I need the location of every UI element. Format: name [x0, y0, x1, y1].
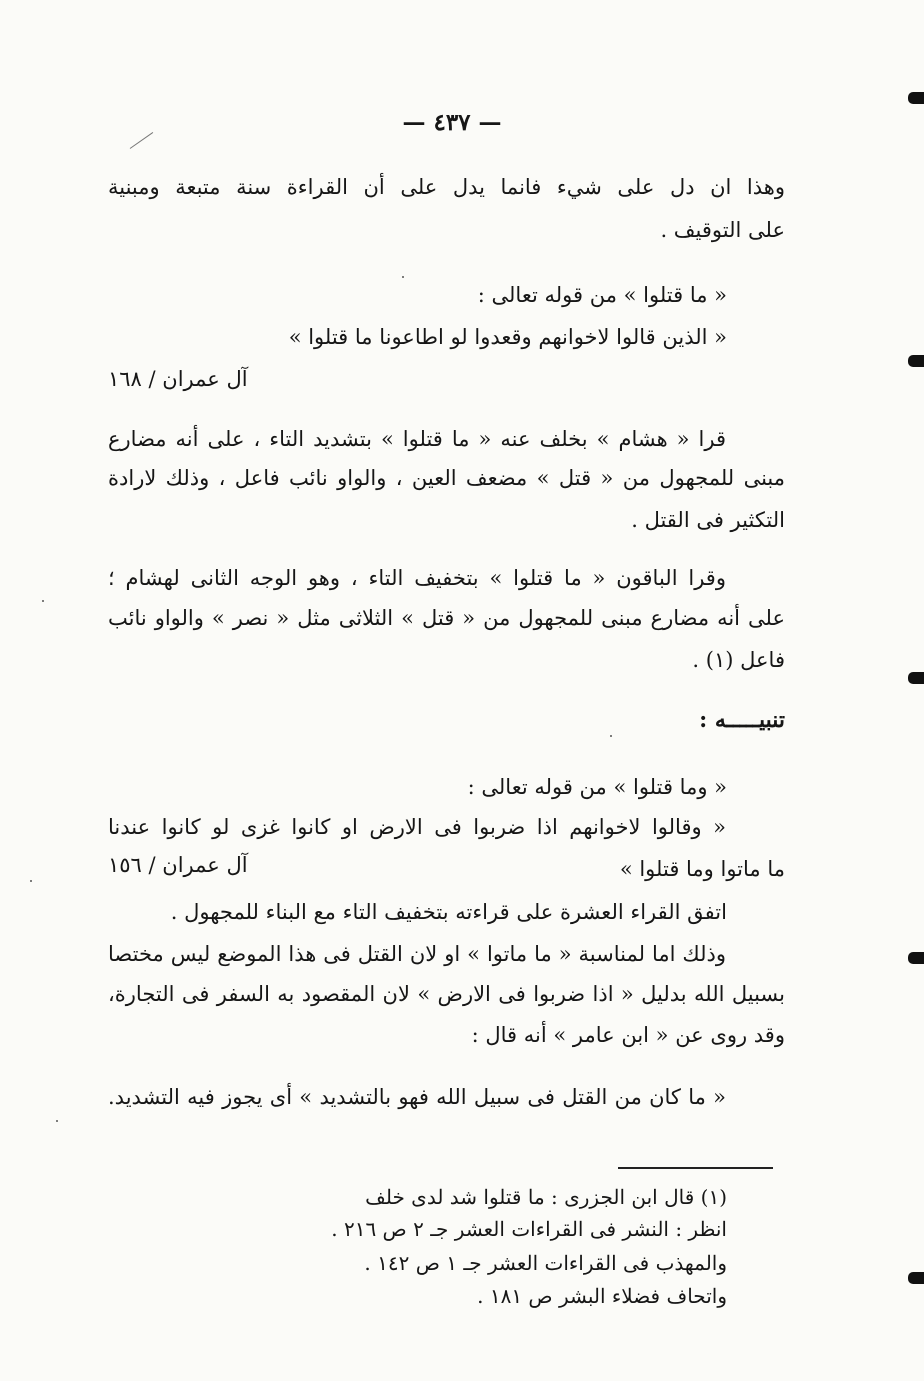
- footnote-line: (١) قال ابن الجزرى : ما قتلوا شد لدى خلف: [365, 1185, 727, 1209]
- binding-mark: [908, 672, 924, 684]
- scan-speck: [402, 276, 404, 278]
- binding-mark: [908, 355, 924, 367]
- paragraph-line: على التوقيف .: [660, 218, 785, 242]
- binding-mark: [908, 952, 924, 964]
- quote-line: « ما كان من القتل فى سبيل الله فهو بالتشديد » أى يجوز فيه التشديد.: [108, 1085, 726, 1109]
- scan-scratch: [130, 132, 154, 149]
- page-number: — ٤٣٧ —: [402, 109, 502, 136]
- verse-reference: آل عمران / ١٥٦: [108, 853, 248, 877]
- scan-speck: [610, 735, 612, 737]
- paragraph-line: قرا « هشام » بخلف عنه « ما قتلوا » بتشديد التاء ، على أنه مضارع: [108, 427, 726, 451]
- paragraph-line: مبنى للمجهول من « قتل » مضعف العين ، والواو نائب فاعل ، وذلك لارادة: [108, 466, 785, 490]
- paragraph-line: وقرا الباقون « ما قتلوا » بتخفيف التاء ، وهو الوجه الثانى لهشام ؛: [108, 566, 726, 590]
- scan-speck: [30, 880, 32, 882]
- footnote-separator: [618, 1167, 773, 1169]
- paragraph-line: فاعل (١) .: [692, 648, 785, 672]
- scan-speck: [56, 1120, 58, 1122]
- verse-intro: « وما قتلوا » من قوله تعالى :: [467, 775, 727, 799]
- paragraph-line: على أنه مضارع مبنى للمجهول من « قتل » الثلاثى مثل « نصر » والواو نائب: [108, 606, 785, 630]
- paragraph-line: وهذا ان دل على شيء فانما يدل على أن القراءة سنة متبعة ومبنية: [108, 175, 785, 199]
- scan-speck: [42, 600, 44, 602]
- paragraph-line: وذلك اما لمناسبة « ما ماتوا » او لان القتل فى هذا الموضع ليس مختصا: [108, 942, 726, 966]
- paragraph-line: التكثير فى القتل .: [631, 508, 785, 532]
- paragraph-line: اتفق القراء العشرة على قراءته بتخفيف التاء مع البناء للمجهول .: [170, 900, 727, 924]
- binding-mark: [908, 92, 924, 104]
- footnote-line: واتحاف فضلاء البشر ص ١٨١ .: [477, 1284, 727, 1308]
- binding-mark: [908, 1272, 924, 1284]
- verse-text: « الذين قالوا لاخوانهم وقعدوا لو اطاعونا ما قتلوا »: [288, 325, 727, 349]
- paragraph-line: وقد روى عن « ابن عامر » أنه قال :: [471, 1023, 785, 1047]
- section-heading: تنبيـــــه :: [699, 707, 785, 733]
- verse-intro: « ما قتلوا » من قوله تعالى :: [477, 283, 727, 307]
- verse-text: « وقالوا لاخوانهم اذا ضربوا فى الارض او كانوا غزى لو كانوا عندنا: [108, 815, 726, 839]
- footnote-line: انظر : النشر فى القراءات العشر جـ ٢ ص ٢١٦ .: [331, 1217, 727, 1241]
- footnote-line: والمهذب فى القراءات العشر جـ ١ ص ١٤٢ .: [364, 1251, 727, 1275]
- verse-reference: آل عمران / ١٦٨: [108, 367, 248, 391]
- paragraph-line: بسبيل الله بدليل « اذا ضربوا فى الارض » لان المقصود به السفر فى التجارة،: [108, 982, 785, 1006]
- verse-text: ما ماتوا وما قتلوا »: [619, 857, 785, 881]
